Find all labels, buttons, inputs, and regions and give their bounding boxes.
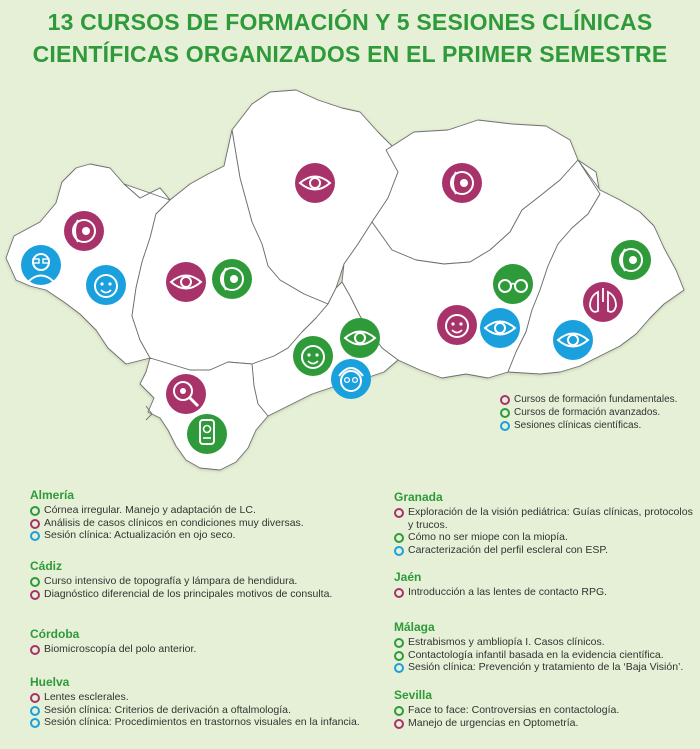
province-name: Huelva <box>30 675 70 689</box>
list-item: Exploración de la visión pediátrica: Guías clínicas, protocolos y trucos. <box>394 506 694 531</box>
title-line-2: CIENTÍFICAS ORGANIZADOS EN EL PRIMER SEMESTRE <box>32 41 668 67</box>
list-item: Cómo no ser miope con la miopía. <box>394 531 694 544</box>
list-item: Curso intensivo de topografía y lámpara de hendidura. <box>30 575 390 588</box>
pink-bullet-icon <box>30 645 40 655</box>
province-cordoba <box>30 627 390 656</box>
pink-bullet-icon <box>30 590 40 600</box>
list-item: Análisis de casos clínicos en condiciones muy diversas. <box>30 517 390 530</box>
sevilla-green-eye-lens-icon <box>212 259 252 299</box>
green-bullet-icon <box>500 408 510 418</box>
blue-bullet-icon <box>30 531 40 541</box>
province-malaga <box>394 620 698 674</box>
province-name: Cádiz <box>30 559 63 573</box>
cordoba-pink-eye-icon <box>295 163 335 203</box>
blue-bullet-icon <box>394 663 404 673</box>
list-item: Sesión clínica: Procedimientos en trastornos visuales en la infancia. <box>30 716 392 729</box>
province-almeria <box>30 488 390 542</box>
list-item: Sesión clínica: Actualización en ojo seco. <box>30 529 390 542</box>
green-bullet-icon <box>394 651 404 661</box>
granada-pink-baby-face-icon <box>437 305 477 345</box>
green-bullet-icon <box>394 706 404 716</box>
granada-blue-eye-icon <box>480 308 520 348</box>
legend-item-advanced <box>500 406 677 419</box>
cadiz-pink-magnifier-eye-icon <box>166 374 206 414</box>
blue-bullet-icon <box>500 421 510 431</box>
blue-bullet-icon <box>394 546 404 556</box>
green-bullet-icon <box>394 533 404 543</box>
legend <box>500 393 677 432</box>
malaga-green-eye-icon <box>340 318 380 358</box>
pink-bullet-icon <box>394 508 404 518</box>
title-line-1: 13 CURSOS DE FORMACIÓN Y 5 SESIONES CLÍNICAS <box>47 9 653 35</box>
cadiz-green-slit-lamp-icon <box>187 414 227 454</box>
list-item: Estrabismos y ambliopía I. Casos clínicos. <box>394 636 698 649</box>
blue-bullet-icon <box>30 706 40 716</box>
almeria-green-eye-lens-icon <box>611 240 651 280</box>
huelva-blue-child-examination-icon <box>21 245 61 285</box>
province-huelva <box>30 675 392 729</box>
pink-bullet-icon <box>500 395 510 405</box>
list-item: Caracterización del perfil escleral con ESP. <box>394 544 694 557</box>
granada-green-glasses-icon <box>493 264 533 304</box>
province-jaen <box>394 570 694 599</box>
malaga-green-baby-face-icon <box>293 336 333 376</box>
pink-bullet-icon <box>394 719 404 729</box>
province-name: Córdoba <box>30 627 80 641</box>
list-item: Sesión clínica: Prevención y tratamiento de la ‘Baja Visión’. <box>394 661 698 674</box>
green-bullet-icon <box>394 638 404 648</box>
list-item: Sesión clínica: Criterios de derivación a oftalmología. <box>30 704 392 717</box>
province-granada <box>394 490 694 556</box>
list-item: Córnea irregular. Manejo y adaptación de LC. <box>30 504 390 517</box>
huelva-blue-baby-face-icon <box>86 265 126 305</box>
province-sevilla <box>394 688 694 729</box>
province-name: Jaén <box>394 570 422 584</box>
legend-item-sessions <box>500 419 677 432</box>
legend-label: Sesiones clínicas científicas. <box>514 420 642 431</box>
province-name: Almería <box>30 488 75 502</box>
almeria-blue-eye-icon <box>553 320 593 360</box>
green-bullet-icon <box>30 577 40 587</box>
legend-label: Cursos de formación avanzados. <box>514 407 661 418</box>
list-item: Diagnóstico diferencial de los principales motivos de consulta. <box>30 588 390 601</box>
green-bullet-icon <box>30 506 40 516</box>
list-item: Face to face: Controversias en contactología. <box>394 704 694 717</box>
almeria-pink-lungs-icon <box>583 282 623 322</box>
blue-bullet-icon <box>30 718 40 728</box>
list-item: Introducción a las lentes de contacto RPG. <box>394 586 694 599</box>
malaga-blue-elderly-face-icon <box>331 359 371 399</box>
province-name: Sevilla <box>394 688 433 702</box>
pink-bullet-icon <box>30 519 40 529</box>
province-name: Málaga <box>394 620 435 634</box>
pink-bullet-icon <box>394 588 404 598</box>
legend-label: Cursos de formación fundamentales. <box>514 394 678 405</box>
list-item: Manejo de urgencias en Optometría. <box>394 717 694 730</box>
sevilla-pink-eye-icon <box>166 262 206 302</box>
list-item: Contactología infantil basada en la evidencia científica. <box>394 649 698 662</box>
list-item: Lentes esclerales. <box>30 691 392 704</box>
province-cadiz <box>30 559 390 600</box>
jaen-pink-eye-lens-icon <box>442 163 482 203</box>
legend-item-fundamental <box>500 393 677 406</box>
province-name: Granada <box>394 490 443 504</box>
list-item: Biomicroscopía del polo anterior. <box>30 643 390 656</box>
huelva-pink-eye-lens-icon <box>64 211 104 251</box>
pink-bullet-icon <box>30 693 40 703</box>
